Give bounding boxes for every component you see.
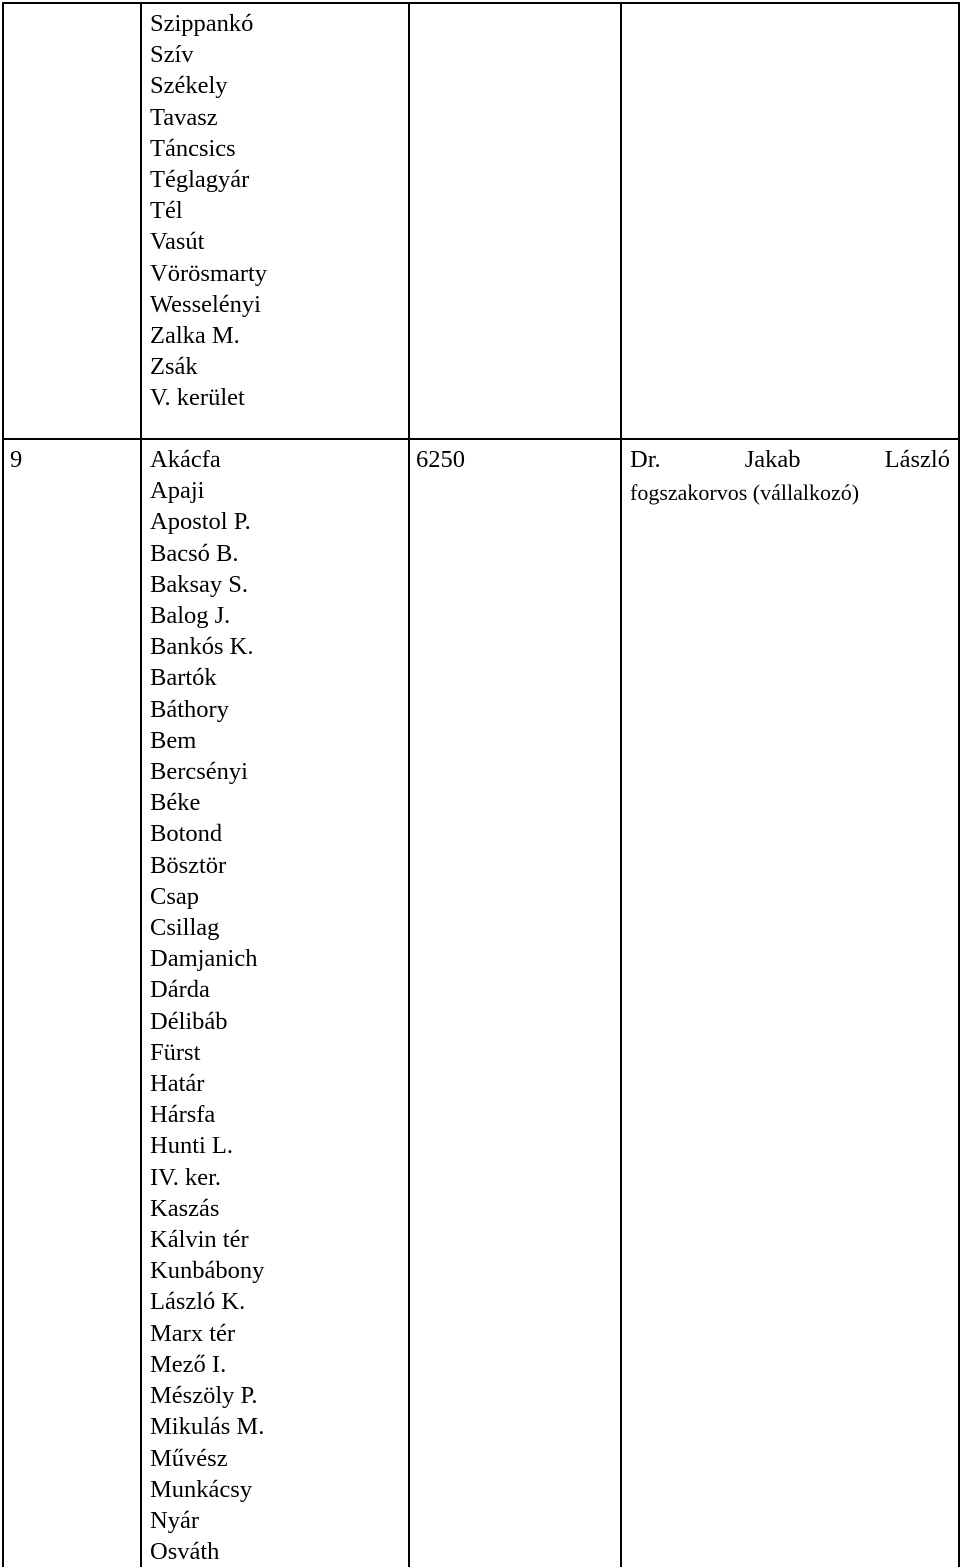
street-name: Bem [150, 726, 197, 754]
street-name: Damjanich [150, 945, 258, 973]
street-name: Szív [150, 41, 194, 69]
street-name: Akácfa [150, 446, 221, 473]
doctor-cell [621, 3, 959, 439]
district-number-cell [3, 3, 141, 439]
street-name: Vörösmarty [150, 259, 268, 287]
street-name: Mikulás M. [150, 1413, 265, 1441]
street-name: Hunti L. [150, 1132, 234, 1160]
street-name: Vasút [150, 228, 205, 256]
street-name: Tél [150, 197, 183, 225]
doctor-title: Dr. [630, 446, 661, 473]
street-name: Szippankó [150, 10, 254, 37]
street-name: Tavasz [150, 103, 218, 131]
street-name: Bösztör [150, 851, 227, 879]
street-name: Béke [150, 789, 201, 817]
postal-code-cell [409, 3, 621, 439]
street-name: Balog J. [150, 602, 231, 630]
street-list [142, 440, 408, 1567]
street-name: Bartók [150, 664, 217, 692]
street-name: Táncsics [150, 134, 236, 162]
street-name: Kálvin tér [150, 1226, 249, 1254]
doctor-cell [621, 439, 959, 1567]
district-number: 9 [10, 446, 23, 473]
street-name: Hársfa [150, 1101, 216, 1129]
street-name: László K. [150, 1288, 246, 1316]
street-name: Csillag [150, 914, 220, 942]
district-number [4, 4, 140, 8]
street-list-cell [141, 3, 409, 439]
street-name: Határ [150, 1070, 205, 1098]
street-name: IV. ker. [150, 1163, 221, 1191]
street-name: Apaji [150, 477, 205, 505]
street-name: Munkácsy [150, 1475, 253, 1503]
street-name: Nyár [150, 1506, 199, 1534]
table-row [3, 3, 959, 439]
street-name: Kunbábony [150, 1257, 265, 1285]
doctor-surname: Jakab [744, 446, 801, 473]
postal-code-cell [409, 439, 621, 1567]
street-name: Téglagyár [150, 166, 250, 194]
street-name: V. kerület [150, 384, 245, 412]
street-name: Bercsényi [150, 758, 248, 786]
postal-code [410, 4, 620, 8]
street-name: Zalka M. [150, 322, 240, 350]
street-name: Baksay S. [150, 570, 248, 598]
street-name: Csap [150, 882, 199, 910]
doctor-name [630, 444, 950, 475]
street-name: Botond [150, 820, 223, 848]
district-number-cell [3, 439, 141, 1567]
street-name: Művész [150, 1444, 228, 1472]
street-name: Dárda [150, 976, 210, 1004]
postal-code: 6250 [416, 446, 465, 473]
street-name: Mező I. [150, 1350, 227, 1378]
doctor-role: fogszakorvos (vállalkozó) [630, 480, 860, 506]
table-row [3, 439, 959, 1567]
street-name: Mészöly P. [150, 1382, 258, 1410]
street-list [142, 4, 408, 414]
doctor-given-name: László [884, 446, 950, 473]
street-name: Székely [150, 72, 228, 100]
street-name: Apostol P. [150, 508, 251, 536]
street-name: Marx tér [150, 1319, 236, 1347]
street-name: Kaszás [150, 1194, 220, 1222]
district-table [2, 2, 960, 1567]
street-list-cell [141, 439, 409, 1567]
street-name: Zsák [150, 353, 198, 381]
street-name: Bankós K. [150, 633, 254, 661]
street-name: Osváth [150, 1538, 220, 1566]
street-name: Fürst [150, 1038, 201, 1066]
street-name: Báthory [150, 695, 229, 723]
street-name: Délibáb [150, 1007, 228, 1035]
street-name: Bacsó B. [150, 539, 239, 567]
street-name: Wesselényi [150, 290, 261, 318]
